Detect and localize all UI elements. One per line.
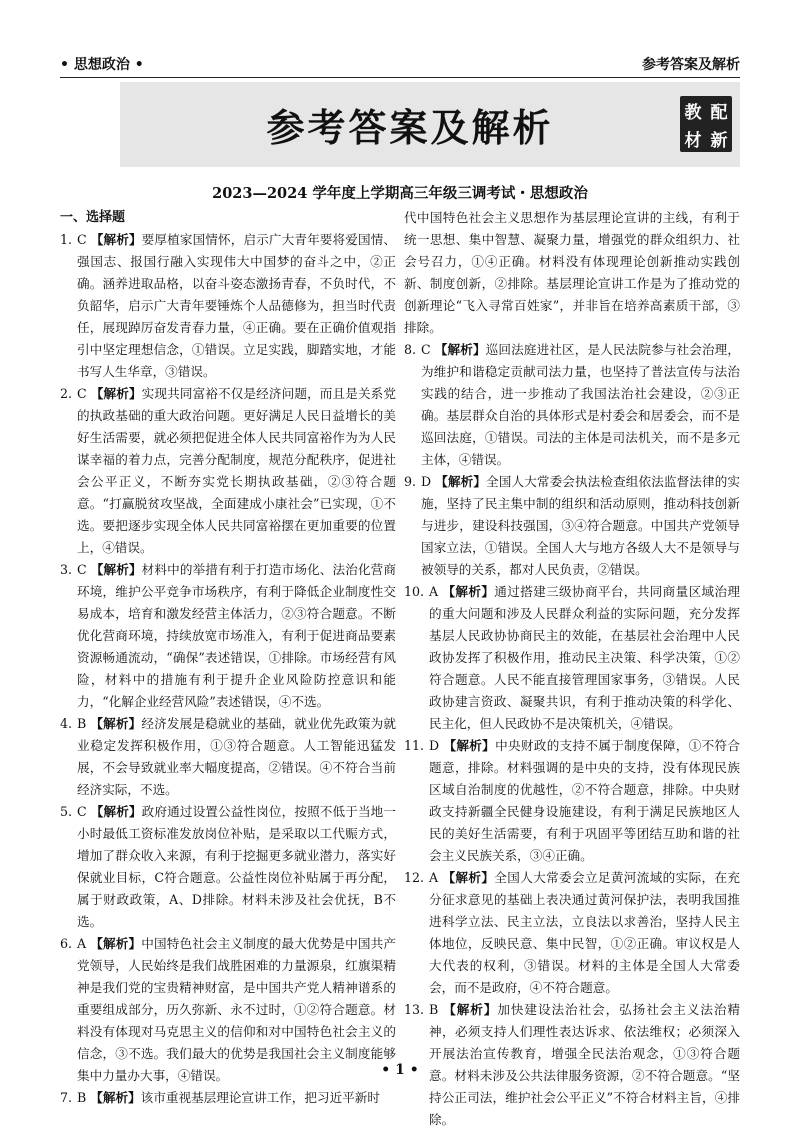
answer-body [429,581,740,735]
header-subject: • 思想政治 • [60,57,144,73]
analysis-tag: 【解析】 [443,738,496,753]
answer-body [77,1087,396,1109]
answer-body [429,735,740,867]
question-number: 1. [60,232,73,247]
left-column [60,207,396,1109]
banner-title: 参考答案及解析 [266,106,554,150]
answer-body [77,229,396,383]
question-number: 7. [60,1090,73,1105]
header-title: 参考答案及解析 [642,57,740,73]
answer-choice: A [77,936,87,951]
answer-body [77,559,396,713]
question-number: 5. [60,804,73,819]
question-number: 10. [404,584,425,599]
answer-body [421,339,740,471]
analysis-tag: 【解析】 [90,716,142,731]
question-number: 8. [404,342,417,357]
analysis-tag: 【解析】 [90,804,142,819]
analysis-tag: 【解析】 [90,386,142,401]
analysis-text: 通过搭建三级协商平台，共同商量区域治理的重大问题和涉及人民群众利益的实际问题，充分发挥基层人民政协协商民主的效能，在基层社会治理中人民政协发挥了积极作用，推动民主决策、科学决策，①②符合题意。人民不能直接管理国家事务，③错误。人民政协建言资政、凝聚共识，有利于推动决策的科学化、民主化，但人民政协不是决策机关，④错误。 [429,584,741,731]
analysis-text: 中央财政的支持不属于制度保障，①不符合题意，排除。材料强调的是中央的支持，没有体现民族区域自治制度的优越性，②不符合题意，排除。中央财政支持新疆全民健身设施建设，有利于满足民族地区人民的美好生活需要，有利于巩固平等团结互助和谐的社会主义民族关系，③④正确。 [429,738,741,863]
right-column [404,207,740,1131]
analysis-tag: 【解析】 [435,474,487,489]
analysis-tag: 【解析】 [442,870,495,885]
answer-item [404,471,740,581]
analysis-text: 经济发展是稳就业的基础，就业优先政策为就业稳定发挥积极作用，①③符合题意。人工智能迅猛发展，不会导致就业率大幅度提高，②错误。④不符合当前经济实际，不选。 [77,716,396,797]
answer-body [77,383,396,559]
answer-item [60,713,396,801]
section-heading: 一、选择题 [60,210,126,225]
analysis-text: 巡回法庭进社区，是人民法院参与社会治理，为维护和谐稳定贡献司法力量，也坚持了普法宣传与法治实践的结合，进一步推动了我国法治社会建设，②③正确。基层群众自治的具体形式是村委会和居委会，而不是巡回法庭，①错误。司法的主体是司法机关，而不是多元主体，④错误。 [421,342,740,467]
answer-item [404,735,740,867]
continued-text: 代中国特色社会主义思想作为基层理论宣讲的主线，有利于统一思想、集中智慧、凝聚力量，增强党的群众组织力、社会号召力，①④正确。材料没有体现理论创新推动实践创新、制度创新，②排除。基层理论宣讲工作是为了推动党的创新理论“飞入寻常百姓家”，并非旨在培养高素质干部，③排除。 [404,210,740,335]
answer-choice: C [77,232,87,247]
question-number: 3. [60,562,73,577]
exam-subtitle: 2023—2024 学年度上学期高三年级三调考试・思想政治 [212,185,588,202]
title-banner [120,82,740,167]
answer-choice: B [77,1090,87,1105]
analysis-text: 实现共同富裕不仅是经济问题，而且是关系党的执政基础的重大政治问题。更好满足人民日益增长的美好生活需要，就必须把促进全体人民共同富裕作为为人民谋幸福的着力点，完善分配制度，规范分配秩序，促进社会公平正义，不断夯实党长期执政基础，②③符合题意。“打赢脱贫攻坚战，全面建成小康社会”已实现，①不选。要把逐步实现全体人民共同富裕摆在更加重要的位置上，④错误。 [77,386,396,555]
answer-item [404,867,740,999]
answer-choice: C [77,804,87,819]
answer-choice: C [77,386,87,401]
analysis-text: 中国特色社会主义制度的最大优势是中国共产党领导，人民始终是我们战胜困难的力量源泉，红旗渠精神是我们党的宝贵精神财富，是中国共产党人精神谱系的重要组成部分，历久弥新、永不过时，①②符合题意。材料没有体现对马克思主义的信仰和对中国特色社会主义的信念，③不选。我们最大的优势是我国社会主义制度能够集中力量办大事，④错误。 [77,936,396,1083]
analysis-text: 全国人大常委会立足黄河流域的实际，在充分征求意见的基础上表决通过黄河保护法，表明我国推进科学立法、民主立法，立良法以求善治，坚持人民主体地位，反映民意、集中民智，①②正确。审议权是人大代表的权利，③错误。材料的主体是全国人大常委会，而不是政府，④不符合题意。 [429,870,741,995]
answer-body [77,713,396,801]
analysis-tag: 【解析】 [90,562,142,577]
answer-item [60,559,396,713]
answer-choice: D [421,474,432,489]
question-number: 6. [60,936,73,951]
analysis-text: 全国人大常委会执法检查组依法监督法律的实施，坚持了民主集中制的组织和活动原则，推动科技创新与进步，建设科技强国，③④符合题意。中国共产党领导国家立法，①错误。全国人大与地方各级人大不是领导与被领导的关系，都对人民负责，②错误。 [421,474,740,577]
answer-item [60,1087,396,1109]
answer-choice: A [429,584,439,599]
analysis-text: 材料中的举措有利于打造市场化、法治化营商环境，维护公平竞争市场秩序，有利于降低企业制度性交易成本，培育和激发经营主体活力，②③符合题意。不断优化营商环境，持续放宽市场准入，有利于促进商品要素资源畅通流动，“确保”表述错误，①排除。市场经营有风险，材料中的措施有利于提升企业风险防控意识和能力，“化解企业经营风险”表述错误，④不选。 [77,562,396,709]
answer-body [421,471,740,581]
answer-choice: B [77,716,87,731]
question-number: 2. [60,386,73,401]
header-rule [60,77,740,78]
analysis-text: 加快建设法治社会，弘扬社会主义法治精神，必须支持人们理性表达诉求、依法维权；必须深入开展法治宣传教育，增强全民法治观念，①③符合题意。材料未涉及公共法律服务资源，②不符合题意。“坚持公正司法，维护社会公平正义”不符合材料主旨，④排除。 [429,1002,741,1127]
analysis-tag: 【解析】 [443,1002,498,1017]
running-header [60,52,740,74]
seal-char: 新 [710,130,728,151]
answer-item [60,229,396,383]
seal-char: 教 [684,102,702,123]
analysis-text: 要厚植家国情怀，启示广大青年要将爱国情、强国志、报国行融入实现伟大中国梦的奋斗之中，②正确。涵养进取品格，以奋斗姿态激扬青春，不负时代，不负韶华，启示广大青年要锤炼个人品德修为，担当时代责任，展现踔厉奋发青春力量，④正确。要在正确价值观指引中坚定理想信念，①错误。立足实践，脚踏实地，才能书写人生华章，③错误。 [77,232,396,379]
analysis-text: 该市重视基层理论宣讲工作，把习近平新时 [140,1090,380,1105]
answer-choice: A [429,870,439,885]
answer-body [429,867,740,999]
analysis-text: 政府通过设置公益性岗位，按照不低于当地一小时最低工资标准发放岗位补贴，是采取以工代赈方式，增加了群众收入来源，有利于挖掘更多就业潜力，落实好保就业目标，C符合题意。公益性岗位补贴属于再分配，属于财政政策，A、D排除。材料未涉及社会优抚，B不选。 [77,804,396,929]
analysis-tag: 【解析】 [90,1090,141,1105]
answer-item [404,581,740,735]
publisher-seal [680,96,732,152]
question-number: 9. [404,474,417,489]
answer-item [404,339,740,471]
question-number: 11. [404,738,425,753]
answer-choice: C [77,562,87,577]
seal-char: 材 [684,130,702,151]
answer-choice: C [421,342,431,357]
question-number: 4. [60,716,73,731]
answer-choice: D [429,738,440,753]
analysis-tag: 【解析】 [90,232,142,247]
answer-item [60,383,396,559]
analysis-tag: 【解析】 [442,584,495,599]
seal-char: 配 [710,102,728,123]
analysis-tag: 【解析】 [90,936,142,951]
answer-body [77,801,396,933]
question-number: 13. [404,1002,425,1017]
answer-choice: B [429,1002,439,1017]
answer-item [60,801,396,933]
question-number: 12. [404,870,425,885]
analysis-tag: 【解析】 [434,342,486,357]
page-number: • 1 • [381,1062,419,1078]
